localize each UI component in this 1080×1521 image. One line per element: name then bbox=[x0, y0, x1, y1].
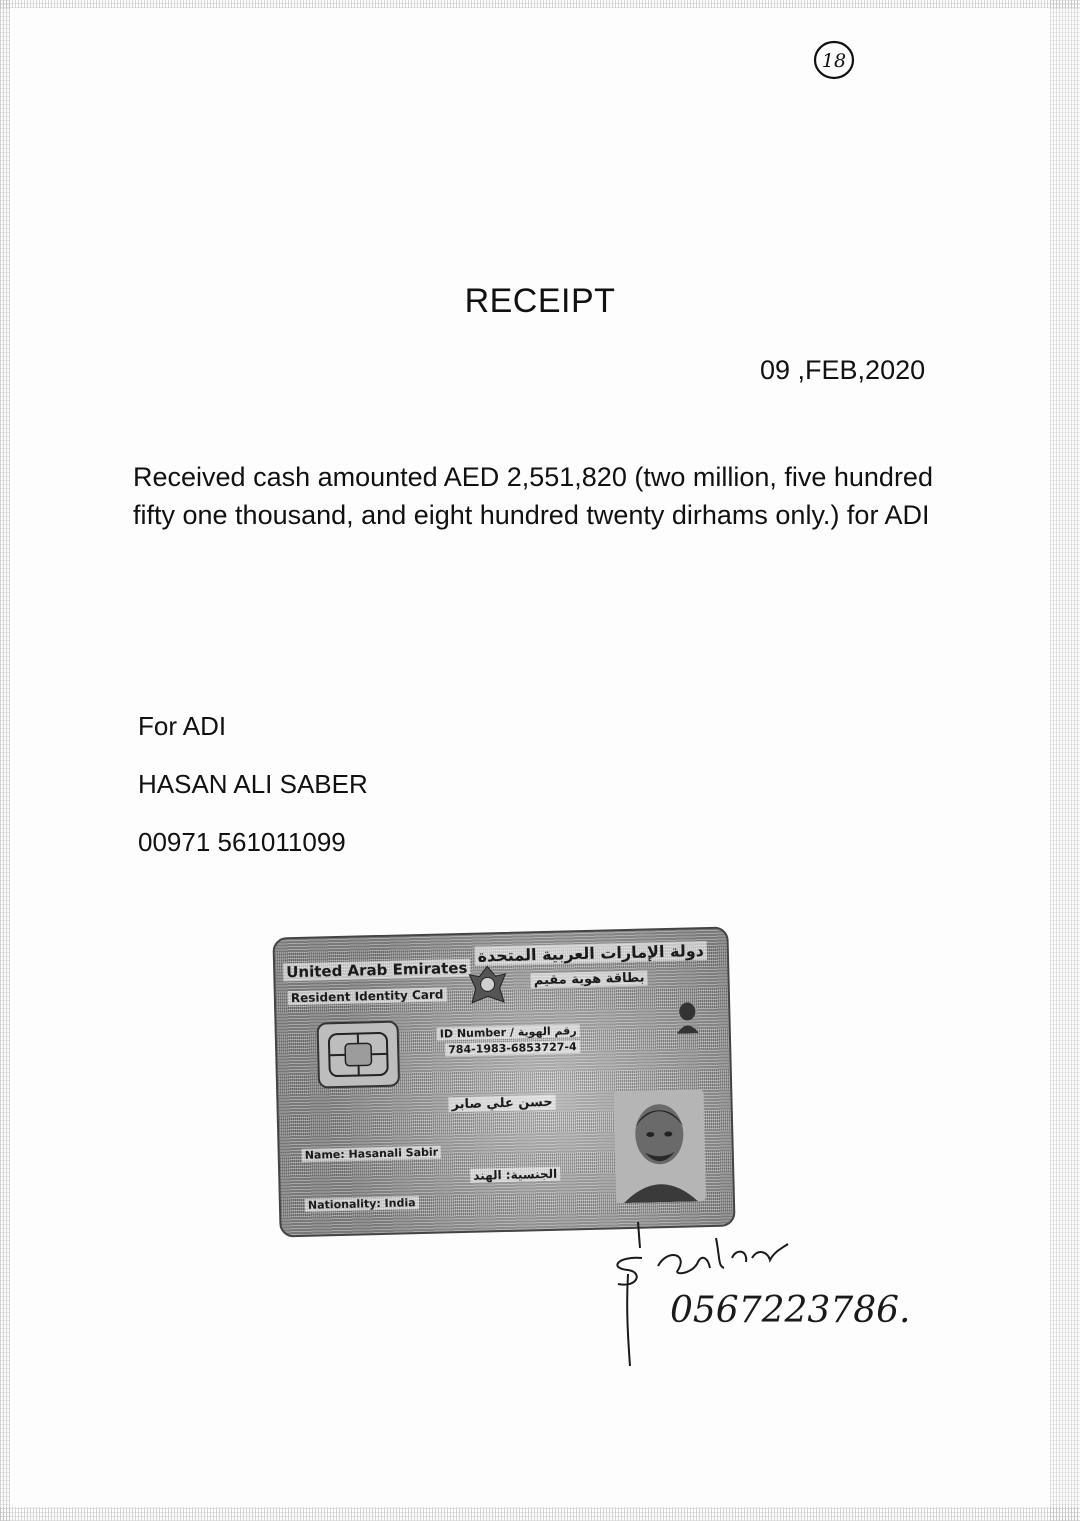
card-id-number-label: ID Number / رقم الهوية bbox=[437, 1024, 580, 1040]
card-arabic-subtitle: بطاقة هوية مقيم bbox=[531, 970, 648, 988]
for-line: For ADI bbox=[138, 711, 227, 741]
card-arabic-nationality: الجنسية: الهند bbox=[470, 1167, 560, 1183]
handwritten-signature bbox=[598, 1218, 958, 1368]
handwritten-phone: 0567223786. bbox=[670, 1290, 911, 1331]
signatory-phone: 00971 561011099 bbox=[138, 827, 346, 857]
receipt-title: RECEIPT bbox=[464, 282, 616, 320]
card-holder-photo bbox=[613, 1089, 706, 1203]
card-small-portrait-icon bbox=[674, 999, 701, 1034]
card-arabic-name: حسن علي صابر bbox=[448, 1095, 555, 1113]
scan-edge-left bbox=[0, 0, 10, 1521]
scan-edge-top bbox=[0, 0, 1080, 8]
uae-emblem-icon bbox=[465, 962, 510, 1013]
signature-block bbox=[138, 706, 368, 880]
receipt-date: 09 ,FEB,2020 bbox=[760, 355, 926, 385]
card-id-number: 784-1983-6853727-4 bbox=[445, 1040, 580, 1056]
signatory-name: HASAN ALI SABER bbox=[138, 769, 368, 799]
card-nationality: Nationality: India bbox=[305, 1196, 419, 1212]
card-country: United Arab Emirates bbox=[283, 959, 471, 982]
page-number: 18 bbox=[821, 50, 847, 72]
card-arabic-title: دولة الإمارات العربية المتحدة bbox=[474, 941, 707, 966]
card-chip-icon bbox=[316, 1021, 400, 1089]
card-name: Name: Hasanali Sabir bbox=[302, 1146, 442, 1162]
id-card-photocopy bbox=[272, 926, 735, 1237]
card-type: Resident Identity Card bbox=[288, 987, 447, 1005]
page-number-circle bbox=[812, 38, 856, 82]
scan-edge-right bbox=[1050, 0, 1080, 1521]
receipt-body: Received cash amounted AED 2,551,820 (two million, five hundred fifty one thousand, and eight hundred twenty dirhams only.) for ADI bbox=[133, 462, 933, 530]
scan-edge-bottom bbox=[0, 1507, 1080, 1521]
